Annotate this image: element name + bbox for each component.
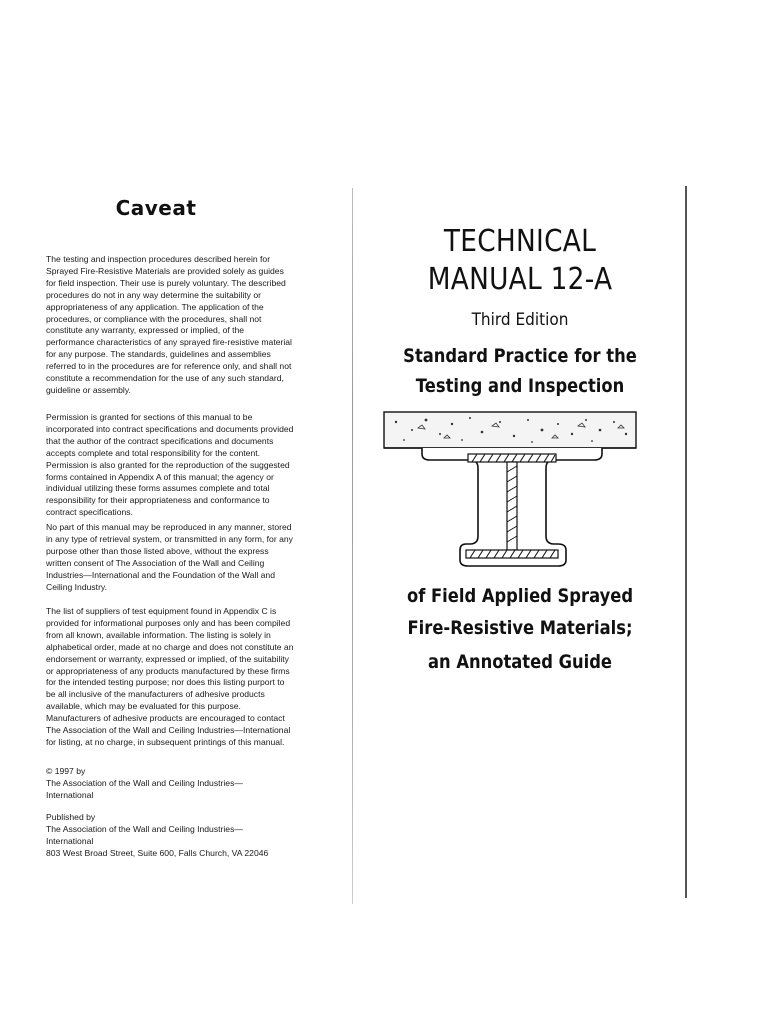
title-line-1: TECHNICAL [443, 224, 597, 259]
edition-label: Third Edition [471, 310, 569, 330]
caveat-paragraph-disclaimer: The testing and inspection procedures described herein for Sprayed Fire-Resistive Materials are provided solely as guides for field inspection. Their use is purely voluntary. The described procedures do not in any way determine the suitability or appropriateness of any application. The application of the procedures, or compliance with the procedures, shall not constitute any warranty, expressed or implied, of the performance characteristics of any sprayed fire-resistive material for any purpose. The standards, guidelines and assemblies referred to in the procedures are for reference only, and shall not constitute a recommendation for the use of any such standard, guideline or assembly. [46, 254, 292, 395]
steel-beam-with-sprayed-fireproofing-icon [382, 408, 640, 578]
concrete-slab [384, 412, 636, 448]
caveat-paragraph-permission: Permission is granted for sections of this manual to be incorporated into contract specifications and documents provided that the author of the contract specifications and documents accepts complete and total responsibility for the content. Permission is also granted for the reproduction of the suggested forms contained in Appendix A of this manual; the agency or individual utilizing these forms assumes complete and total responsibility for their appropriateness and conformance to contract specifications. [46, 412, 294, 518]
panel-fold-line [352, 188, 353, 904]
caveat-paragraph-copyright-restriction: No part of this manual may be reproduced in any manner, stored in any type of retrieval system, or transmitted in any form, for any purpose other than those listed above, without the express written consent of The Association of the Wall and Ceiling Industries—International and the Foundation of the Wall and Ceiling Industry. [46, 522, 293, 592]
subtitle-line-4: Fire-Resistive Materials; [407, 617, 633, 639]
copyright-notice: © 1997 by The Association of the Wall and Ceiling Industries— International [46, 766, 243, 800]
title-line-2: MANUAL 12-A [427, 262, 613, 297]
page-right-edge [685, 186, 687, 898]
publisher-notice: Published by The Association of the Wall and Ceiling Industries— International 803 West Broad Street, Suite 600, Falls Church, VA 22046 [46, 812, 269, 858]
caveat-title: Caveat [115, 196, 197, 220]
caveat-paragraph-suppliers: The list of suppliers of test equipment found in Appendix C is provided for informational purposes only and has been compiled from all known, available information. The listing is solely in alphabetical order, made at no charge and does not constitute an endorsement or warranty, expressed or implied, of the suitability or appropriateness of any products manufactured by these firms for the intended testing purpose; nor does this listing purport to be all inclusive of the manufacturers of adhesive products available, which may be evaluated for this purpose. Manufacturers of adhesive products are encouraged to contact The Association of the Wall and Ceiling Industries—International for listing, at no charge, in subsequent printings of this manual. [46, 606, 294, 747]
subtitle-line-5: an Annotated Guide [427, 651, 613, 673]
subtitle-line-3: of Field Applied Sprayed [406, 585, 634, 607]
subtitle-line-2: Testing and Inspection [415, 375, 625, 397]
subtitle-line-1: Standard Practice for the [403, 345, 637, 367]
